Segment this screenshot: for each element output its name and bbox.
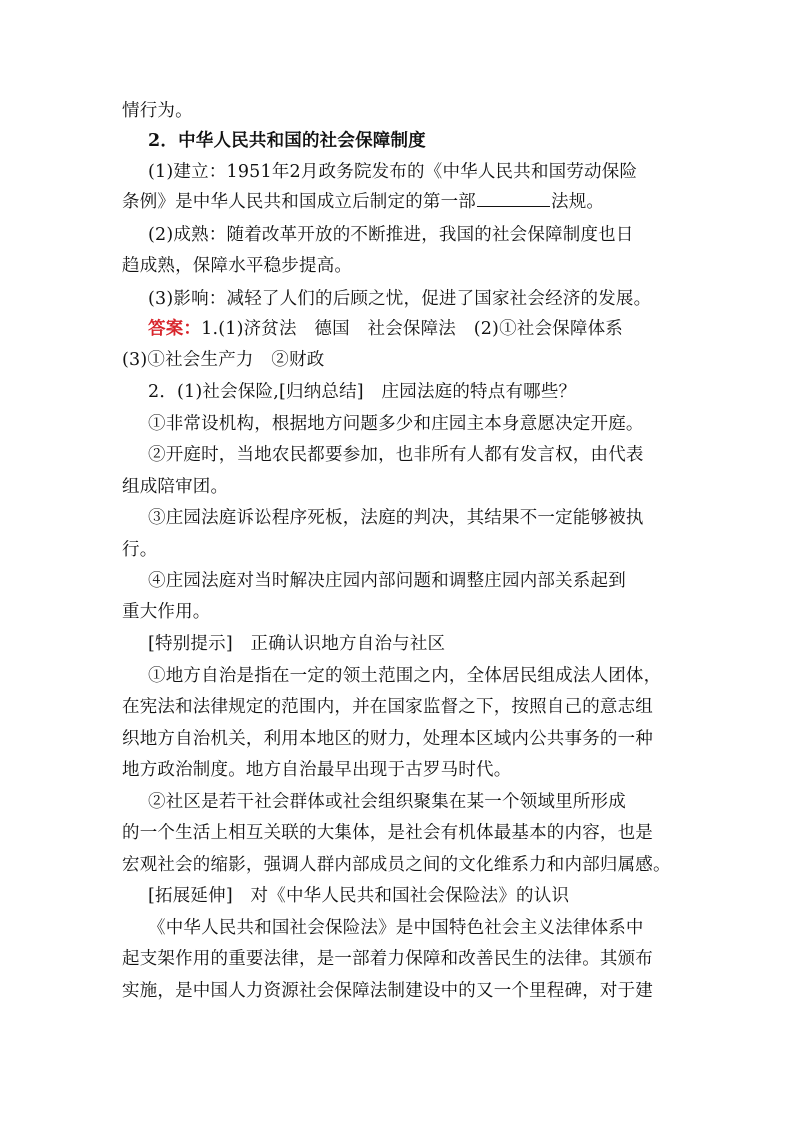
text-line: (3)影响：减轻了人们的后顾之忧，促进了国家社会经济的发展。 [148, 289, 652, 309]
text-line: 重大作用。 [122, 602, 211, 622]
text-line: [拓展延伸] 对《中华人民共和国社会保险法》的认识 [148, 886, 570, 906]
fill-in-blank [477, 188, 550, 207]
text-line: 情行为。 [122, 101, 193, 121]
text-line: ①地方自治是指在一定的领土范围之内，全体居民组成法人团体， [148, 666, 662, 686]
section-heading: 2．中华人民共和国的社会保障制度 [148, 131, 426, 151]
answer-line [148, 314, 623, 344]
answer-label: 答案： [148, 319, 202, 339]
text-line: 织地方自治机关，利用本地区的财力，处理本区域内公共事务的一种 [122, 729, 653, 749]
text-segment: 条例》是中华人民共和国成立后制定的第一部 [122, 192, 476, 212]
text-line: 起支架作用的重要法律，是一部着力保障和改善民生的法律。其颁布 [122, 949, 653, 969]
text-line: ②社区是若干社会群体或社会组织聚集在某一个领域里所形成 [148, 792, 626, 812]
text-line: 实施，是中国人力资源社会保障法制建设中的又一个里程碑，对于建 [122, 981, 653, 1001]
text-line: ③庄园法庭诉讼程序死板，法庭的判决，其结果不一定能够被执 [148, 508, 644, 528]
text-line: (1)建立：1951年2月政务院发布的《中华人民共和国劳动保险 [148, 162, 638, 182]
text-line: 行。 [122, 540, 158, 560]
text-line: (3)①社会生产力 ②财政 [122, 350, 325, 370]
text-line: 组成陪审团。 [122, 477, 229, 497]
text-line: 《中华人民共和国社会保险法》是中国特色社会主义法律体系中 [148, 918, 644, 938]
text-line: 在宪法和法律规定的范围内，并在国家监督之下，按照自己的意志组 [122, 697, 653, 717]
text-line: 的一个生活上相互关联的大集体，是社会有机体最基本的内容，也是 [122, 823, 653, 843]
text-line: 趋成熟，保障水平稳步提高。 [122, 256, 353, 276]
text-line: ②开庭时，当地农民都要参加，也非所有人都有发言权，由代表 [148, 445, 644, 465]
text-line: ①非常设机构，根据地方问题多少和庄园主本身意愿决定开庭。 [148, 414, 644, 434]
text-segment: 法规。 [551, 192, 605, 212]
text-line: [特别提示] 正确认识地方自治与社区 [148, 634, 446, 654]
answer-text: 1.(1)济贫法 德国 社会保障法 (2)①社会保障体系 [201, 319, 623, 339]
text-line: ④庄园法庭对当时解决庄园内部问题和调整庄园内部关系起到 [148, 571, 626, 591]
text-line: 2．(1)社会保险,[归纳总结] 庄园法庭的特点有哪些？ [148, 382, 577, 402]
text-line: 地方政治制度。地方自治最早出现于古罗马时代。 [122, 760, 512, 780]
text-line [122, 187, 604, 217]
text-line: (2)成熟：随着改革开放的不断推进，我国的社会保障制度也日 [148, 225, 634, 245]
text-line: 宏观社会的缩影，强调人群内部成员之间的文化维系力和内部归属感。 [122, 855, 671, 875]
